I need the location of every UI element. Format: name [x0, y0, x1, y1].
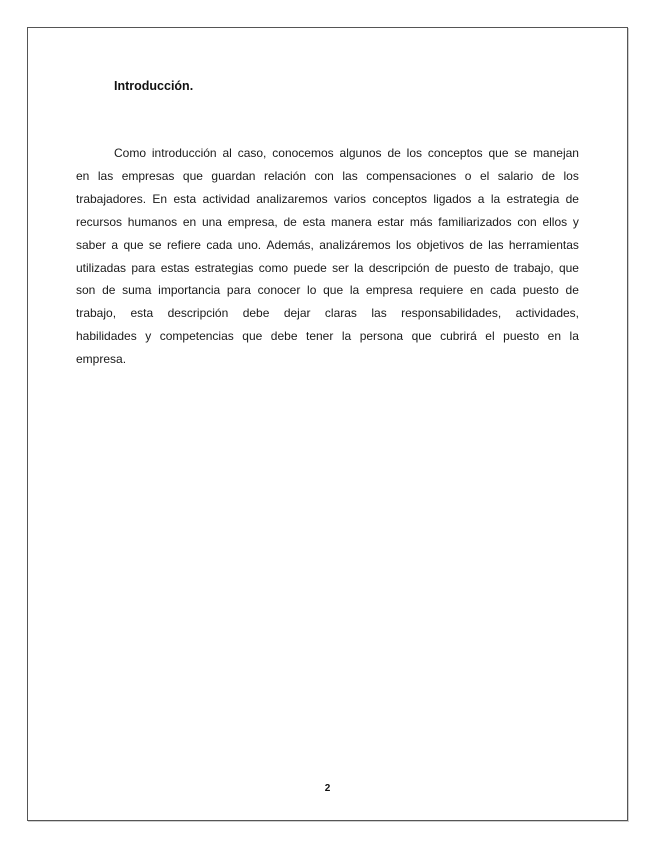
body-paragraph	[76, 142, 579, 371]
word: lo	[307, 283, 317, 298]
word: a	[477, 191, 485, 206]
word: esta	[130, 306, 154, 321]
paragraph-line	[76, 165, 579, 188]
paragraph-line	[76, 188, 579, 211]
word: los	[406, 146, 423, 160]
word: en	[76, 168, 90, 183]
word: como	[258, 260, 289, 275]
word: herramientas	[508, 237, 579, 252]
word: de	[541, 168, 556, 183]
word: puede	[293, 260, 327, 275]
word: estas	[160, 260, 190, 275]
word: al	[222, 146, 232, 160]
word: las	[488, 237, 504, 252]
word: las	[371, 306, 387, 321]
word: en	[470, 283, 484, 298]
word: conceptos	[427, 146, 483, 160]
word: En	[152, 191, 168, 206]
word: para	[131, 260, 156, 275]
word: a	[111, 237, 119, 252]
word: debe	[270, 329, 298, 344]
word: estrategia	[506, 191, 560, 206]
word: que	[323, 283, 344, 298]
paragraph-line: empresa.	[76, 352, 127, 367]
word: que	[488, 146, 509, 160]
word: que	[123, 237, 144, 252]
paragraph-line	[76, 257, 579, 280]
section-heading: Introducción.	[114, 79, 194, 93]
word: familiarizados	[438, 214, 512, 229]
word: puesto	[522, 283, 559, 298]
word: con	[314, 168, 334, 183]
word: esta	[173, 191, 197, 206]
word: empresas	[121, 168, 175, 183]
word: que	[242, 329, 263, 344]
word: persona	[359, 329, 404, 344]
word: refiere	[166, 237, 201, 252]
word: compensaciones	[366, 168, 457, 183]
word: objetivos	[416, 237, 465, 252]
word: analizaremos	[256, 191, 328, 206]
word: puesto	[453, 260, 490, 275]
word: con	[517, 214, 537, 229]
word: de	[283, 214, 297, 229]
paragraph-line	[76, 302, 579, 325]
word: claras	[324, 306, 357, 321]
word: cada	[490, 283, 517, 298]
word: los	[563, 168, 579, 183]
word: actividad	[202, 191, 250, 206]
word: que	[411, 329, 432, 344]
word: manejan	[532, 146, 579, 160]
paragraph-line	[76, 211, 579, 234]
word: tener	[306, 329, 334, 344]
word: habilidades	[76, 329, 137, 344]
word: importancia	[158, 283, 221, 298]
page-number: 2	[324, 783, 331, 794]
word: saber	[76, 237, 107, 252]
word: responsabilidades,	[401, 306, 502, 321]
word: suma	[122, 283, 152, 298]
word: cada	[206, 237, 233, 252]
word: dejar	[283, 306, 311, 321]
word: las	[342, 168, 358, 183]
word: la	[341, 329, 352, 344]
word: de	[565, 283, 579, 298]
paragraph-line	[76, 325, 579, 348]
word: competencias	[159, 329, 234, 344]
word: de	[469, 237, 483, 252]
word: una	[201, 214, 222, 229]
word: o	[464, 168, 472, 183]
word: puesto	[503, 329, 540, 344]
document-page	[27, 27, 628, 821]
word: la	[569, 329, 579, 344]
word: relación	[263, 168, 306, 183]
word: para	[226, 283, 251, 298]
word: en	[182, 214, 197, 229]
word: y	[145, 329, 152, 344]
word: algunos	[339, 146, 382, 160]
word: y	[572, 214, 579, 229]
word: ellos	[542, 214, 568, 229]
word: requiere	[419, 283, 464, 298]
word: de	[494, 260, 509, 275]
paragraph-line	[76, 234, 579, 257]
word: humanos	[127, 214, 178, 229]
word: varios	[333, 191, 366, 206]
paragraph-line	[76, 142, 579, 165]
word: estar	[377, 214, 405, 229]
word: que	[558, 260, 579, 275]
word: de	[102, 283, 116, 298]
word: empresa,	[227, 214, 278, 229]
word: cubrirá	[440, 329, 477, 344]
word: el	[479, 168, 490, 183]
word: empresa	[365, 283, 413, 298]
word: analizáremos	[319, 237, 391, 252]
word: estrategias	[194, 260, 254, 275]
word: son	[76, 283, 96, 298]
word: descripción	[167, 306, 229, 321]
word: los	[395, 237, 412, 252]
word: de	[434, 260, 449, 275]
word: Como	[114, 146, 147, 160]
word: en	[547, 329, 562, 344]
word: trabajadores.	[76, 191, 147, 206]
word: que	[182, 168, 203, 183]
word: ser	[332, 260, 349, 275]
word: descripción	[368, 260, 430, 275]
word: la	[354, 260, 364, 275]
word: actividades,	[515, 306, 579, 321]
word: de	[565, 191, 579, 206]
word: guardan	[211, 168, 256, 183]
word: recursos	[76, 214, 123, 229]
paragraph-line	[76, 279, 579, 302]
word: esta	[302, 214, 326, 229]
word: trabajo,	[76, 306, 117, 321]
word: conceptos	[372, 191, 428, 206]
word: la	[349, 283, 360, 298]
word: Además,	[266, 237, 314, 252]
word: el	[485, 329, 495, 344]
word: las	[97, 168, 114, 183]
word: se	[514, 146, 528, 160]
word: utilizadas	[76, 260, 127, 275]
word: caso,	[237, 146, 267, 160]
word: ligados	[433, 191, 472, 206]
word: trabajo,	[513, 260, 554, 275]
word: introducción	[151, 146, 217, 160]
word: debe	[242, 306, 270, 321]
word: uno.	[237, 237, 262, 252]
word: más	[409, 214, 433, 229]
word: se	[148, 237, 162, 252]
word: conocer	[257, 283, 301, 298]
word: la	[490, 191, 501, 206]
word: conocemos	[272, 146, 334, 160]
word: de	[387, 146, 401, 160]
word: manera	[331, 214, 372, 229]
word: salario	[497, 168, 534, 183]
